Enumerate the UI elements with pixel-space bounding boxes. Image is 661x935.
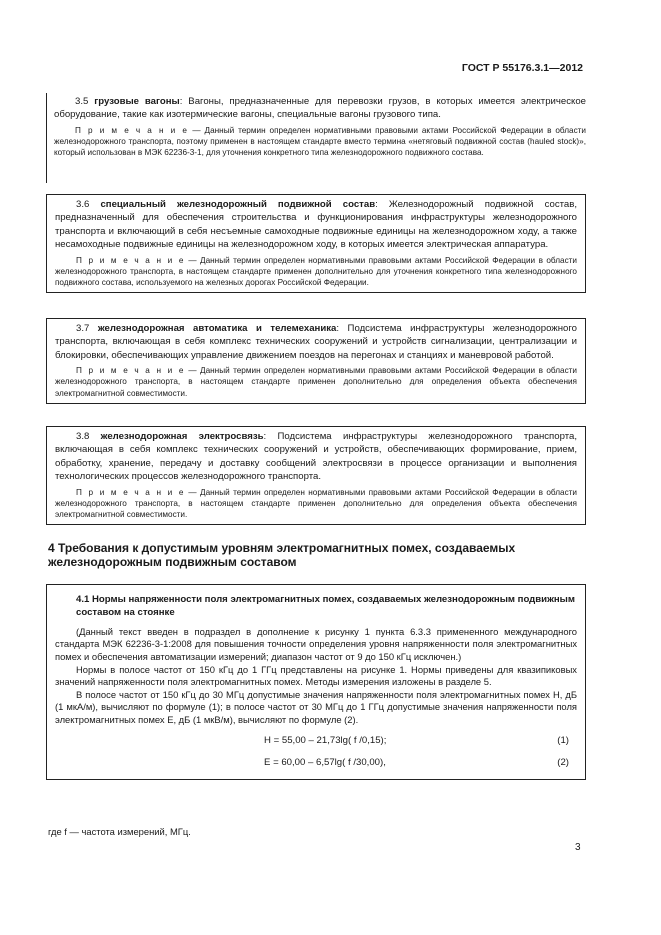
document-id: ГОСТ Р 55176.3.1—2012 (461, 62, 583, 74)
definition-3-5 (46, 95, 586, 158)
definition-text (55, 198, 577, 252)
definition-term: железнодорожная автоматика и телемеханика (97, 323, 337, 334)
formula-1 (55, 731, 577, 753)
section-heading: 4 Требования к допустимым уровням электромагнитных помех, создаваемых железнодорожным подвижным составом (48, 541, 516, 569)
definition-note (55, 365, 577, 399)
formula-number: (1) (557, 734, 569, 746)
definition-number: 3.5 (75, 96, 89, 107)
definition-3-8 (46, 426, 586, 525)
definition-number: 3.7 (76, 323, 90, 334)
definition-body: : Вагоны, предназначенные для перевозки грузов, в которых имеется электрическое оборудование, такие как изотермические вагоны, специальные вагоны грузового типа. (54, 96, 586, 121)
definition-3-6 (46, 194, 586, 293)
definition-note (55, 487, 577, 521)
definition-term: специальный железнодорожный подвижной состав (100, 199, 376, 210)
definition-body: : Подсистема инфраструктуры железнодорожного транспорта, включающая в себя комплекс технических сооружений и устройств сигнализации, централизации и блокировки, обеспечивающих управление движением поездов на перегонах и станциях и маневровой работой. (55, 323, 577, 361)
definition-note (54, 125, 586, 159)
formula-2 (55, 753, 577, 775)
definition-text (55, 322, 577, 362)
definition-term: железнодорожная электросвязь (100, 431, 264, 442)
definition-3-7 (46, 318, 586, 404)
definition-text (54, 95, 586, 122)
paragraph-intro: (Данный текст введен в подраздел в дополнение к рисунку 1 пункта 6.3.3 примененного международного стандарта МЭК 62236-3-1:2008 для повышения точности определения уровня напряженности поля электромагнитных помех и обеспечения автоматизации измерений; диапазон частот от 9 до 150 кГц исключен.) (55, 625, 577, 662)
note-text: — Данный термин определен нормативными правовыми актами Российской Федерации в области железнодорожного транспорта, в настоящем стандарте применен дополнительно для определения объекта обеспечения электромагнитной совместимости. (55, 366, 577, 398)
page-number: 3 (575, 842, 581, 853)
definition-text (55, 430, 577, 484)
paragraph-norms: Нормы в полосе частот от 150 кГц до 1 ГГц представлены на рисунке 1. Нормы приведены для квазипиковых значений напряженности поля электромагнитных помех. Методы измерения изложены в разделе 5. (55, 663, 577, 688)
subsection-heading: 4.1 Нормы напряженности поля электромагнитных помех, создаваемых железнодорожным подвижным составом на стоянке (76, 594, 575, 619)
definition-term: грузовые вагоны (94, 96, 180, 107)
definition-note (55, 255, 577, 289)
definition-body: : Подсистема инфраструктуры железнодорожного транспорта, включающая в себя комплекс технических сооружений и устройств, обеспечивающих формирование, прием, обработку, хранение, передачу и доставку сообщений электросвязи в процессе организации и выполнения технологических процессов железнодорожного транспорта. (55, 431, 577, 483)
note-label: П р и м е ч а н и е (76, 487, 185, 497)
note-label: П р и м е ч а н и е (75, 125, 189, 135)
note-text: — Данный термин определен нормативными правовыми актами Российской Федерации в области железнодорожного транспорта, в настоящем стандарте применен дополнительно для уточнения конкретного типа железнодорожного подвижного состава, используемого на железных дорогах Российской Федерации. (55, 255, 577, 288)
subsection-4-1 (46, 584, 586, 780)
note-label: П р и м е ч а н и е (76, 255, 185, 265)
note-label: П р и м е ч а н и е (76, 366, 185, 376)
formula-expression: E = 60,00 – 6,57lg( f /30,00), (264, 756, 386, 768)
note-text: — Данный термин определен нормативными правовыми актами Российской Федерации в области железнодорожного транспорта, в настоящем стандарте применен дополнительно для определения объекта обеспечения электромагнитной совместимости. (55, 487, 577, 520)
formula-number: (2) (557, 756, 569, 768)
definition-number: 3.8 (76, 431, 90, 442)
definition-number: 3.6 (76, 199, 90, 210)
formula-legend: где f — частота измерений, МГц. (48, 826, 191, 837)
paragraph-formulas: В полосе частот от 150 кГц до 30 МГц допустимые значения напряженности поля электромагнитных помех H, дБ (1 мкА/м), вычисляют по формуле (1); в полосе частот от 30 МГц до 1 ГГц допустимые значения напряженности поля электромагнитных помех E, дБ (1 мкВ/м), вычисляют по формуле (2). (55, 688, 577, 725)
formula-expression: H = 55,00 – 21,73lg( f /0,15); (264, 734, 387, 746)
note-text: — Данный термин определен нормативными правовыми актами Российской Федерации в области железнодорожного транспорта, поэтому применен в настоящем стандарте вместо термина «нетяговый подвижной состав (hauled stock)», который использован в МЭК 62236-3-1, для уточнения конкретного типа железнодорожного подвижного состава. (54, 125, 586, 158)
definition-body: : Железнодорожный подвижной состав, предназначенный для обеспечения строительства и функционирования инфраструктуры железнодорожного транспорта и включающий в себя несъемные самоходные подвижные единицы на железнодорожном ходу, а также несамоходные подвижные единицы на железнодорожном ходу, в которых имеется электрическая аппаратура. (55, 199, 577, 251)
